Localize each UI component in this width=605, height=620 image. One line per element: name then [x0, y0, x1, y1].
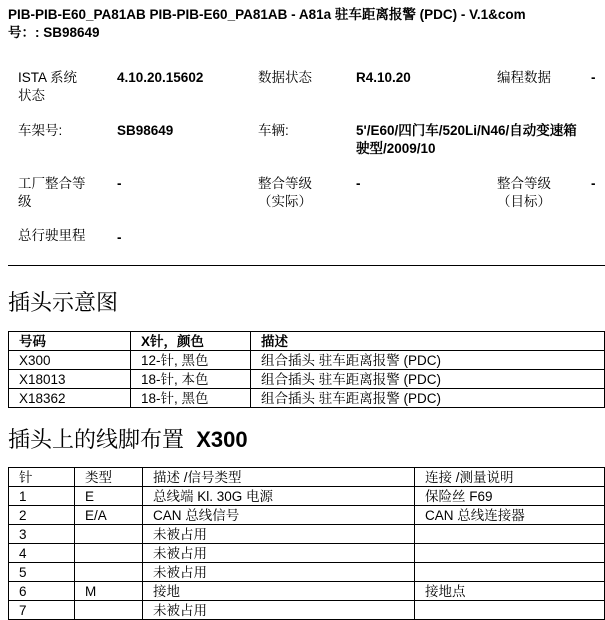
pin-connection	[415, 601, 605, 620]
pin-connection: 接地点	[415, 582, 605, 601]
pin-type: M	[75, 582, 143, 601]
ista-label: ISTA 系统 状态	[18, 70, 78, 103]
connector-table	[8, 331, 605, 408]
pin-number: 7	[9, 601, 75, 620]
pin-number: 6	[9, 582, 75, 601]
section-divider	[8, 265, 605, 266]
pin-type	[75, 563, 143, 582]
pin-connection	[415, 544, 605, 563]
table-header-row	[9, 332, 605, 351]
pin-connection: 保险丝 F69	[415, 487, 605, 506]
header-title: PIB-PIB-E60_PA81AB PIB-PIB-E60_PA81AB - A81a 驻车距离报警 (PDC) - V.1&com	[8, 7, 526, 22]
connector-description: 组合插头 驻车距离报警 (PDC)	[251, 351, 605, 370]
column-header: 描述	[251, 332, 605, 351]
factory-level-label: 工厂整合等 级	[18, 176, 86, 209]
pin-type: E	[75, 487, 143, 506]
pin-type	[75, 601, 143, 620]
table-row	[9, 389, 605, 408]
factory-level-value: -	[117, 176, 122, 191]
column-header: 号码	[9, 332, 131, 351]
connector-code: X18013	[9, 370, 131, 389]
actual-level-value: -	[356, 176, 361, 191]
target-level-label: 整合等级 （目标）	[497, 176, 551, 209]
table-row	[9, 370, 605, 389]
connector-section-title: 插头示意图	[8, 290, 119, 315]
pin-description: 总线端 Kl. 30G 电源	[143, 487, 415, 506]
pin-section-connector-code: X300	[196, 427, 248, 452]
table-row	[9, 351, 605, 370]
pin-number: 3	[9, 525, 75, 544]
column-header: 描述 /信号类型	[143, 468, 415, 487]
pin-connection: CAN 总线连接器	[415, 506, 605, 525]
mileage-value: -	[117, 230, 122, 245]
pin-number: 4	[9, 544, 75, 563]
document-header	[8, 6, 605, 42]
vehicle-value: 5'/E60/四门车/520Li/N46/自动变速箱 驶型/2009/10	[356, 123, 577, 156]
header-order-number: 号：: SB98649	[8, 25, 100, 40]
programming-data-label: 编程数据	[497, 70, 551, 85]
table-header-row	[9, 468, 605, 487]
pin-number: 2	[9, 506, 75, 525]
connector-pins: 18-针, 本色	[131, 370, 251, 389]
pin-connection	[415, 525, 605, 544]
column-header: 针	[9, 468, 75, 487]
vin-label: 车架号:	[18, 123, 63, 138]
pin-type: E/A	[75, 506, 143, 525]
connector-description: 组合插头 驻车距离报警 (PDC)	[251, 370, 605, 389]
column-header: X针，颜色	[131, 332, 251, 351]
programming-data-value: -	[591, 70, 596, 85]
column-header: 连接 /测量说明	[415, 468, 605, 487]
table-row	[9, 525, 605, 544]
vehicle-label: 车辆:	[258, 123, 289, 138]
column-header: 类型	[75, 468, 143, 487]
table-row	[9, 487, 605, 506]
connector-code: X18362	[9, 389, 131, 408]
pin-description: 接地	[143, 582, 415, 601]
pin-number: 1	[9, 487, 75, 506]
pin-description: 未被占用	[143, 525, 415, 544]
actual-level-label: 整合等级 （实际）	[258, 176, 312, 209]
target-level-value: -	[591, 176, 596, 191]
mileage-label: 总行驶里程	[18, 228, 86, 243]
data-status-label: 数据状态	[258, 70, 312, 85]
pin-number: 5	[9, 563, 75, 582]
pin-description: 未被占用	[143, 544, 415, 563]
pin-table	[8, 467, 605, 620]
pin-description: 未被占用	[143, 601, 415, 620]
pin-type	[75, 544, 143, 563]
pin-section-title: 插头上的线脚布置 X300	[8, 427, 248, 452]
vehicle-info-block	[8, 60, 605, 260]
pin-description: CAN 总线信号	[143, 506, 415, 525]
table-row	[9, 582, 605, 601]
table-row	[9, 544, 605, 563]
table-row	[9, 563, 605, 582]
data-status-value: R4.10.20	[356, 70, 411, 85]
pin-description: 未被占用	[143, 563, 415, 582]
connector-pins: 18-针, 黑色	[131, 389, 251, 408]
pin-connection	[415, 563, 605, 582]
pin-type	[75, 525, 143, 544]
table-row	[9, 506, 605, 525]
vin-value: SB98649	[117, 123, 174, 138]
table-row	[9, 601, 605, 620]
ista-value: 4.10.20.15602	[117, 70, 204, 85]
connector-pins: 12-针, 黑色	[131, 351, 251, 370]
connector-description: 组合插头 驻车距离报警 (PDC)	[251, 389, 605, 408]
connector-code: X300	[9, 351, 131, 370]
